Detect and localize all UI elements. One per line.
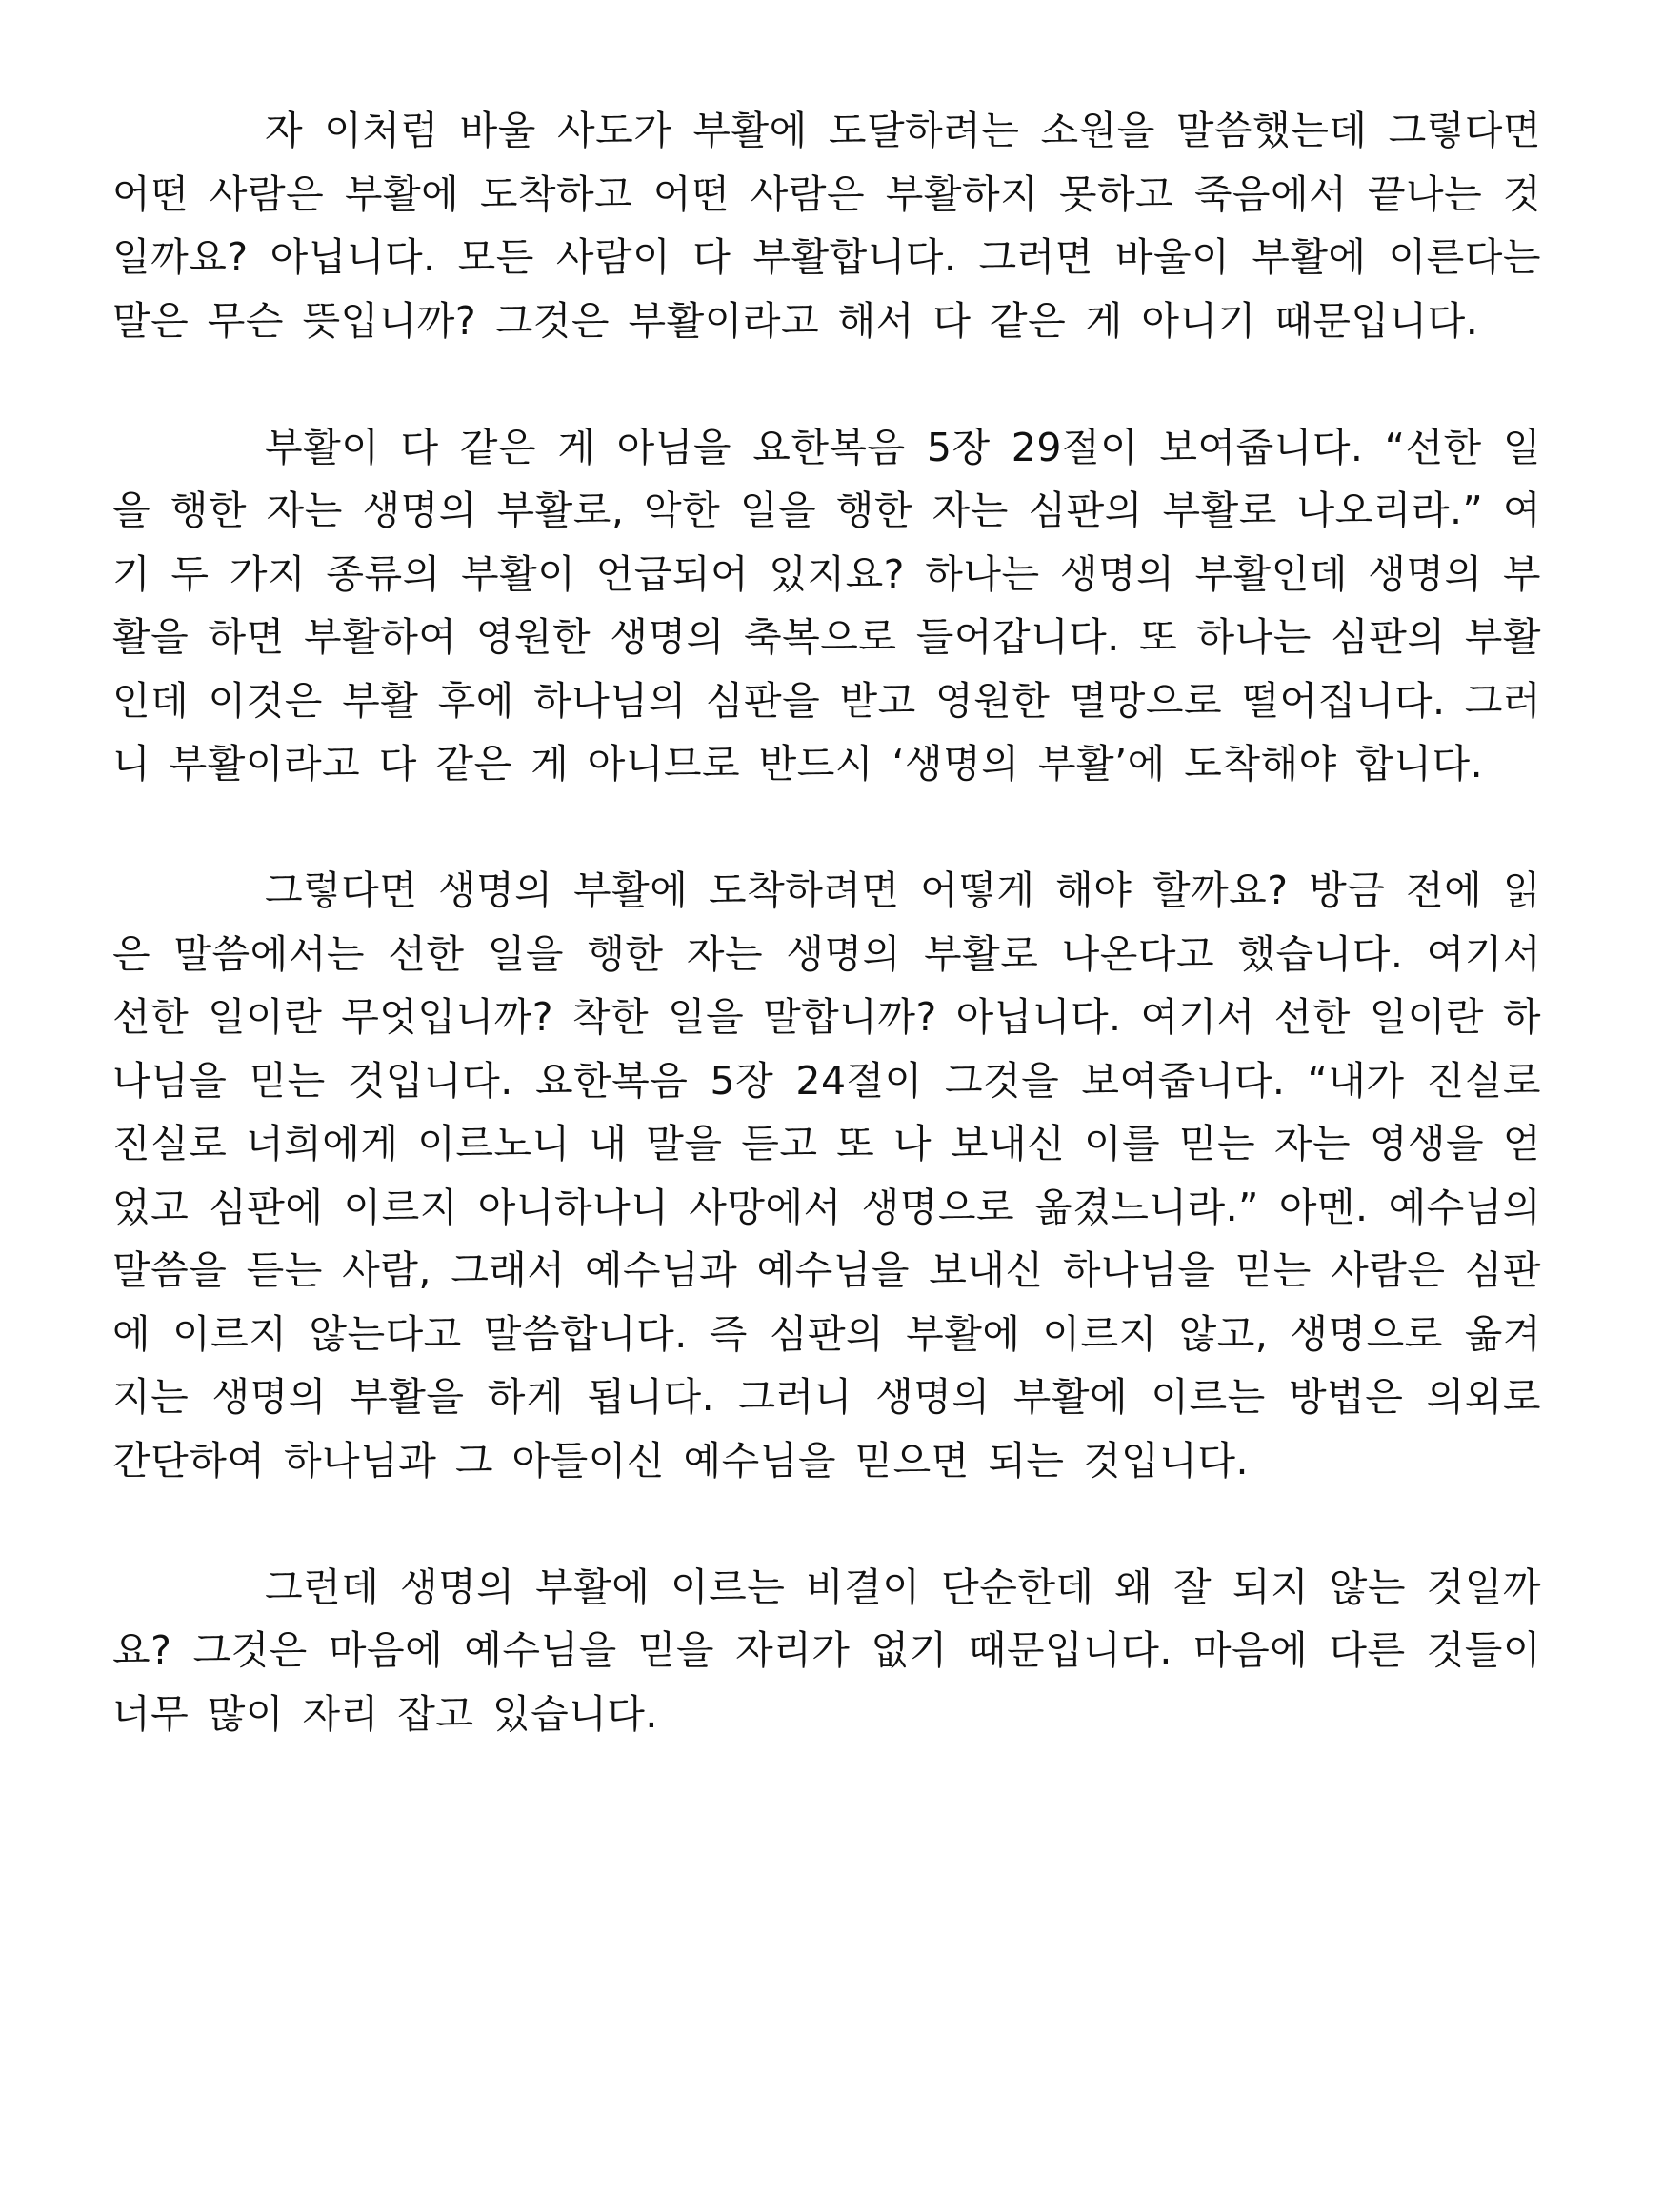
document-body <box>112 99 1541 1745</box>
paragraph-3: 그렇다면 생명의 부활에 도착하려면 어떻게 해야 할까요? 방금 전에 읽은 말씀에서는 선한 일을 행한 자는 생명의 부활로 나온다고 했습니다. 여기서 선한 일이란 무엇입니까? 착한 일을 말합니까? 아닙니다. 여기서 선한 일이란 하나님을 믿는 것입니다. 요한복음 5장 24절이 그것을 보여줍니다. “내가 진실로 진실로 너희에게 이르노니 내 말을 듣고 또 나 보내신 이를 믿는 자는 영생을 얻었고 심판에 이르지 아니하나니 사망에서 생명으로 옮겼느니라.” 아멘. 예수님의 말씀을 듣는 사람, 그래서 예수님과 예수님을 보내신 하나님을 믿는 사람은 심판에 이르지 않는다고 말씀합니다. 즉 심판의 부활에 이르지 않고, 생명으로 옮겨지는 생명의 부활을 하게 됩니다. 그러니 생명의 부활에 이르는 방법은 의외로 간단하여 하나님과 그 아들이신 예수님을 믿으면 되는 것입니다. <box>112 867 1541 1484</box>
paragraph-4: 그런데 생명의 부활에 이르는 비결이 단순한데 왜 잘 되지 않는 것일까요? 그것은 마음에 예수님을 믿을 자리가 없기 때문입니다. 마음에 다른 것들이 너무 많이 자리 잡고 있습니다. <box>112 1564 1541 1737</box>
paragraph-1: 자 이처럼 바울 사도가 부활에 도달하려는 소원을 말씀했는데 그렇다면 어떤 사람은 부활에 도착하고 어떤 사람은 부활하지 못하고 죽음에서 끝나는 것일까요? 아닙니다. 모든 사람이 다 부활합니다. 그러면 바울이 부활에 이른다는 말은 무슨 뜻입니까? 그것은 부활이라고 해서 다 같은 게 아니기 때문입니다. <box>112 108 1541 344</box>
paragraph-2: 부활이 다 같은 게 아님을 요한복음 5장 29절이 보여줍니다. “선한 일을 행한 자는 생명의 부활로, 악한 일을 행한 자는 심판의 부활로 나오리라.” 여기 두 가지 종류의 부활이 언급되어 있지요? 하나는 생명의 부활인데 생명의 부활을 하면 부활하여 영원한 생명의 축복으로 들어갑니다. 또 하나는 심판의 부활인데 이것은 부활 후에 하나님의 심판을 받고 영원한 멸망으로 떨어집니다. 그러니 부활이라고 다 같은 게 아니므로 반드시 ‘생명의 부활’에 도착해야 합니다. <box>112 424 1541 787</box>
